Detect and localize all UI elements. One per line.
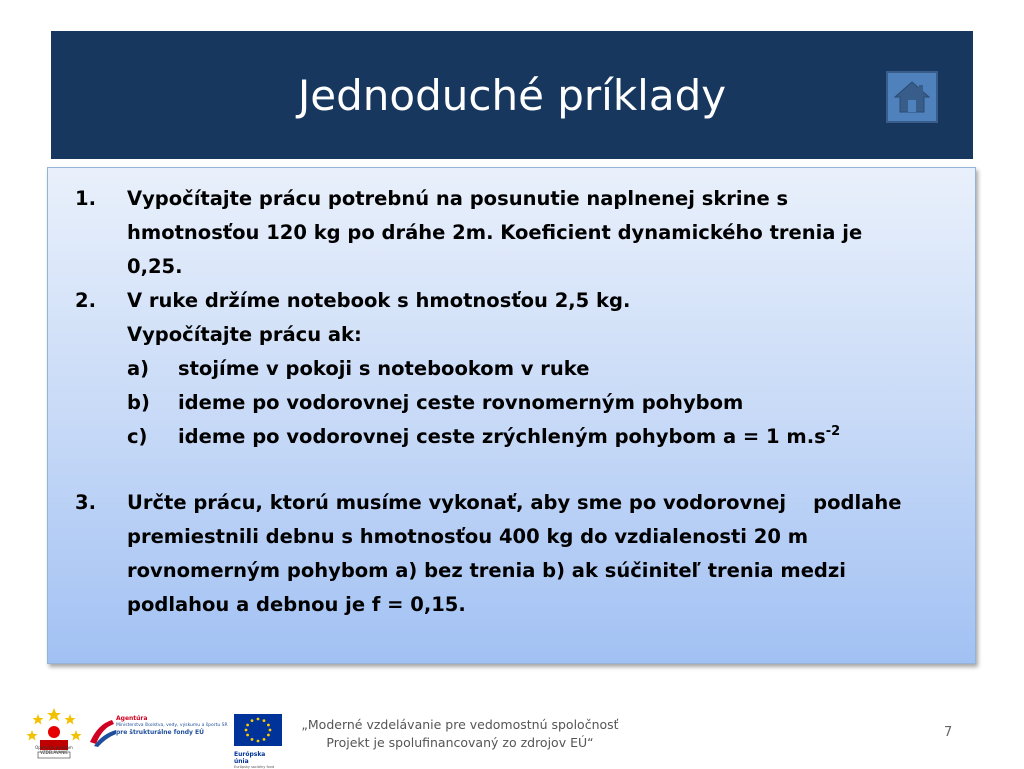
footer-text [300,716,620,752]
home-button[interactable] [886,71,938,123]
task-text: podlahou a debnou je f = 0,15. [127,593,466,616]
subtask-text: ideme po vodorovnej ceste zrýchleným pohybom a = 1 m.s [178,425,826,448]
task-text: Vypočítajte prácu potrebnú na posunutie naplnenej skrine s [127,187,789,210]
subtask-letter: a) [127,357,150,380]
subtask-text-c [178,420,840,454]
task-text: 0,25. [127,255,183,278]
subtask-letter: b) [127,391,150,414]
subtask-text: stojíme v pokoji s notebookom v ruke [178,357,590,380]
exponent: -2 [825,424,841,439]
task-text: hmotnosťou 120 kg po dráhe 2m. Koeficient dynamického trenia je [127,221,863,244]
agentura-subtitle: Ministerstva školstva, vedy, výskumu a športu SR [116,723,228,728]
task-number: 3. [75,491,96,514]
subtask-text: ideme po vodorovnej ceste rovnomerným pohybom [178,391,744,414]
eu-sublabel: Európsky sociálny fond [234,765,275,769]
task-text: rovnomerným pohybom a) bez trenia b) ak súčiniteľ trenia medzi [127,559,846,582]
task-number: 1. [75,187,96,210]
task-number: 2. [75,289,96,312]
title-bar [51,31,973,159]
footer-line-1: „Moderné vzdelávanie pre vedomostnú spoločnosť [301,717,619,732]
slide-title: Jednoduché príklady [297,70,727,120]
eu-label: Európska únia [234,751,266,765]
subtask-letter: c) [127,425,148,448]
logo-agentura [88,714,228,750]
task-text: Určte prácu, ktorú musíme vykonať, aby sme po vodorovnej podlahe [127,491,902,514]
logo-eu [234,714,282,769]
task-text: Vypočítajte prácu ak: [127,323,362,346]
book-logo-icon [88,716,118,748]
task-text: premiestnili debnu s hmotnosťou 400 kg do vzdialenosti 20 m [127,525,809,548]
logo-vzdelavanie-label: Operačný program VZDELÁVANIE [35,745,73,755]
agentura-title: Agentúra [116,715,148,722]
home-icon [892,78,932,116]
content-box [47,167,976,664]
agentura-subtitle2: pre štrukturálne fondy EÚ [116,729,204,736]
task-text: V ruke držíme notebook s hmotnosťou 2,5 kg. [127,289,631,312]
page-number: 7 [944,725,953,740]
footer-line-2: Projekt je spolufinancovaný zo zdrojov EÚ“ [326,735,594,750]
eu-flag-icon [234,714,282,746]
